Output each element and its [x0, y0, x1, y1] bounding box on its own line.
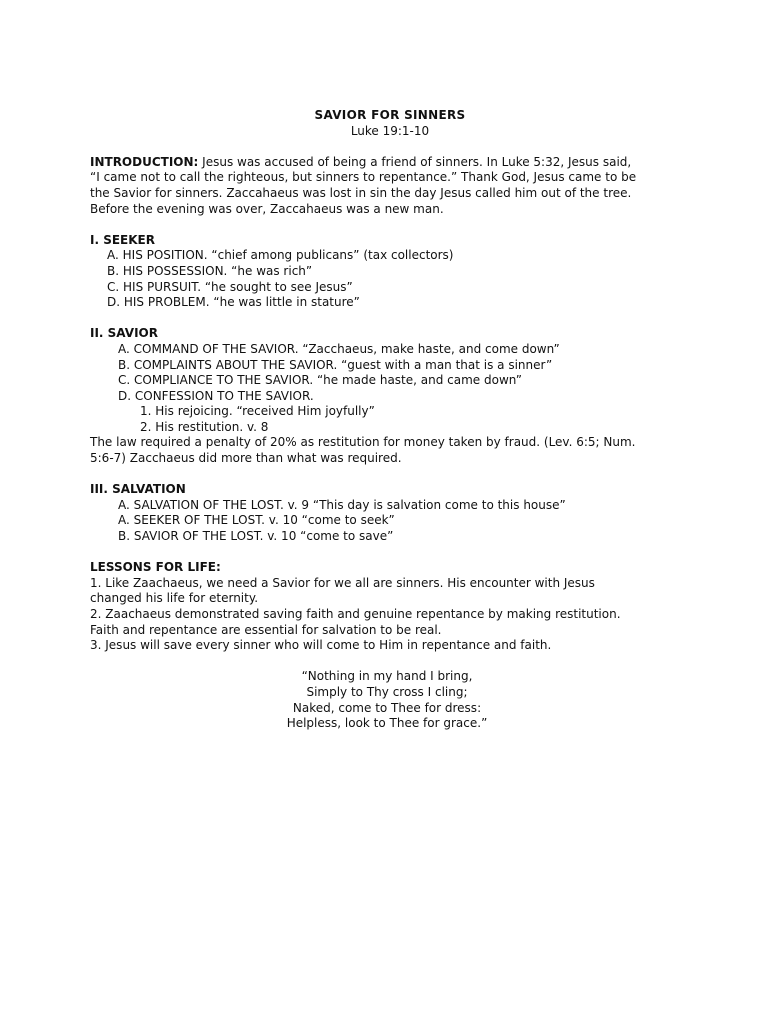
document-page — [90, 108, 690, 732]
spacer — [90, 217, 690, 233]
outline-item: B. HIS POSSESSION. “he was rich” — [107, 263, 313, 278]
section-seeker — [90, 233, 690, 311]
lesson-line: 3. Jesus will save every sinner who will come to Him in repentance and faith. — [90, 638, 552, 653]
hymn-line: Simply to Thy cross I cling; — [306, 684, 468, 699]
section-salvation — [90, 482, 690, 544]
hymn-line: Naked, come to Thee for dress: — [292, 700, 482, 715]
hymn-quote — [84, 669, 690, 731]
outline-item: A. COMMAND OF THE SAVIOR. “Zacchaeus, make haste, and come down” — [118, 341, 560, 356]
spacer — [90, 311, 690, 327]
outline-item: A. SEEKER OF THE LOST. v. 10 “come to seek” — [118, 513, 395, 528]
lesson-line: 1. Like Zaachaeus, we need a Savior for we all are sinners. His encounter with Jesus — [90, 575, 595, 590]
section-savior — [90, 326, 690, 466]
intro-label: INTRODUCTION: — [90, 154, 199, 169]
lesson-line: Faith and repentance are essential for salvation to be real. — [90, 622, 442, 637]
scripture-reference: Luke 19:1-10 — [350, 123, 430, 138]
spacer — [90, 545, 690, 561]
hymn-line: “Nothing in my hand I bring, — [301, 669, 473, 684]
intro-line-2: “I came not to call the righteous, but sinners to repentance.” Thank God, Jesus came to be — [90, 170, 637, 185]
section-heading: LESSONS FOR LIFE: — [90, 560, 221, 575]
outline-item: A. SALVATION OF THE LOST. v. 9 “This day is salvation come to this house” — [118, 497, 566, 512]
outline-subitem: 1. His rejoicing. “received Him joyfully” — [140, 404, 375, 419]
intro-line-1 — [90, 155, 690, 171]
outline-item: C. COMPLIANCE TO THE SAVIOR. “he made haste, and came down” — [118, 373, 522, 388]
restitution-note-line-2: 5:6-7) Zacchaeus did more than what was required. — [90, 451, 402, 466]
intro-line-3: the Savior for sinners. Zaccahaeus was lost in sin the day Jesus called him out of the tree. — [90, 185, 632, 200]
section-heading: II. SAVIOR — [90, 326, 158, 341]
intro-text-1: Jesus was accused of being a friend of sinners. In Luke 5:32, Jesus said, — [198, 154, 632, 169]
section-heading: I. SEEKER — [90, 232, 155, 247]
section-heading: III. SALVATION — [90, 482, 186, 497]
introduction — [90, 155, 690, 217]
outline-item: B. COMPLAINTS ABOUT THE SAVIOR. “guest with a man that is a sinner” — [118, 357, 553, 372]
spacer — [90, 467, 690, 483]
spacer — [90, 654, 690, 670]
lesson-line: 2. Zaachaeus demonstrated saving faith and genuine repentance by making restitution. — [90, 607, 621, 621]
lessons-for-life — [90, 560, 690, 654]
lesson-line: changed his life for eternity. — [90, 591, 259, 606]
spacer — [90, 139, 690, 155]
hymn-line: Helpless, look to Thee for grace.” — [286, 716, 488, 731]
outline-item: D. CONFESSION TO THE SAVIOR. — [118, 388, 314, 403]
outline-item: B. SAVIOR OF THE LOST. v. 10 “come to save” — [118, 529, 394, 544]
outline-item: A. HIS POSITION. “chief among publicans” (tax collectors) — [107, 248, 454, 263]
outline-item: D. HIS PROBLEM. “he was little in stature” — [107, 295, 360, 310]
outline-subitem: 2. His restitution. v. 8 — [140, 419, 269, 434]
document-title: SAVIOR FOR SINNERS — [314, 108, 466, 122]
intro-line-4: Before the evening was over, Zaccahaeus was a new man. — [90, 201, 444, 216]
restitution-note-line-1: The law required a penalty of 20% as restitution for money taken by fraud. (Lev. 6:5; Num. — [90, 435, 636, 450]
outline-item: C. HIS PURSUIT. “he sought to see Jesus” — [107, 279, 353, 294]
